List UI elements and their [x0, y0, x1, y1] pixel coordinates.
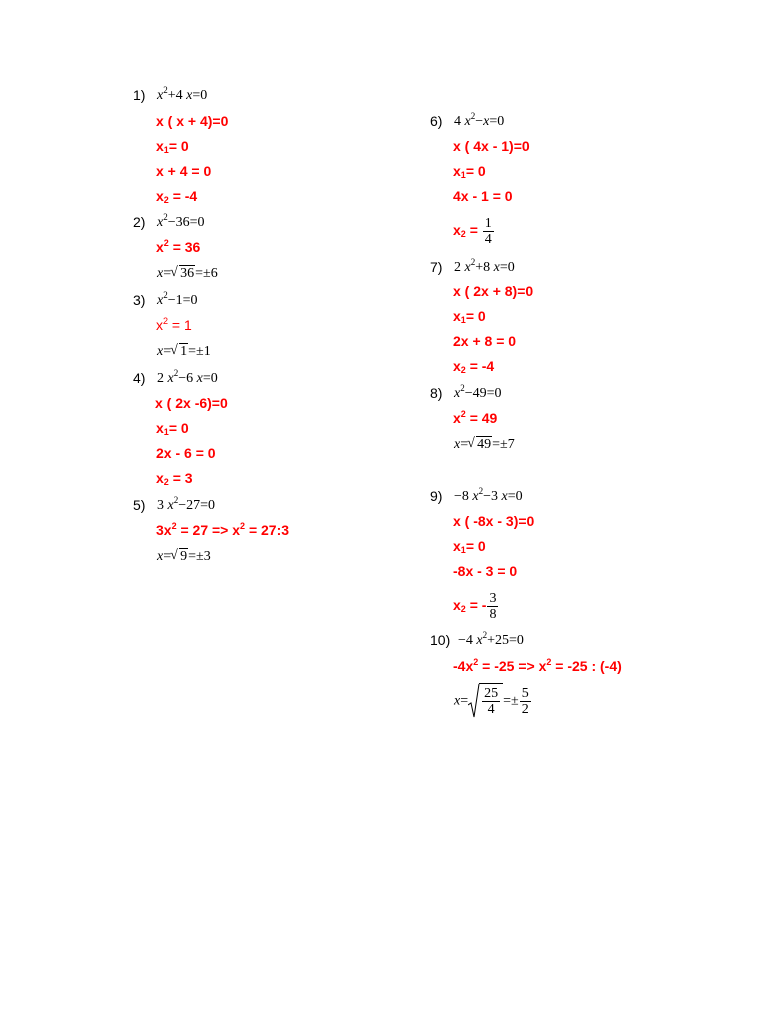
problem-1-root-1: $x_1= 0$	[156, 138, 189, 155]
problem-10-equation: −4 $x^2+25=0$	[458, 630, 524, 648]
problem-3-number: 3)	[133, 292, 146, 308]
problem-2-number: 2)	[133, 214, 146, 230]
problem-2-equation: $x^2-36=0$	[157, 212, 205, 230]
problem-4-equation: 2 $x^2-6$ x=0	[157, 368, 218, 386]
problem-9-number: 9)	[430, 488, 443, 504]
problem-8-step-1: $x^2 = 49$	[453, 409, 498, 426]
problem-7-linear: 2x + 8 = 0	[453, 333, 517, 349]
problem-5-number: 5)	[133, 497, 146, 513]
problem-4-root-2: $x_2 = 3$	[156, 470, 193, 487]
problem-10-number: 10)	[430, 632, 451, 648]
problem-8-equation: $x^2-49=0$	[454, 383, 502, 401]
problem-4-number: 4)	[133, 370, 146, 386]
problem-7-equation: 2 $x^2+8$ x=0	[454, 257, 515, 275]
problem-3-solution: x=√ 1=±1	[157, 343, 211, 361]
problem-2-step-1: $x^2 = 36$	[156, 238, 201, 255]
problem-2-solution: x=√ 36=±6	[157, 265, 218, 283]
problem-6-equation: 4 $x^2-x=0$	[454, 111, 505, 129]
problem-9-root-1: $x_1= 0$	[453, 538, 486, 555]
sqrt-symbol: √ 49	[468, 436, 492, 454]
problem-7-root-1: $x_1= 0$	[453, 308, 486, 325]
problem-8-solution: x=√ 49=±7	[454, 436, 515, 454]
problem-4-root-1: $x_1= 0$	[156, 420, 189, 437]
problem-1-linear: x + 4 = 0	[156, 163, 212, 179]
problem-1-number: 1)	[133, 87, 146, 103]
problem-6-root-2: $x_2$ = $\frac{1}{4}$	[453, 215, 492, 247]
problem-9-equation: −8 $x^2-3$ x=0	[454, 486, 523, 504]
problem-5-step-1: $3x^2 = 27 => x^2$ = 27:3	[156, 521, 290, 538]
problem-10-solution: x= $\frac{25}{4}$ =± $\frac{5}{2}$	[454, 683, 532, 720]
problem-4-factored: x ( 2x -6)=0	[155, 395, 228, 411]
fraction: $\frac{3}{8}$	[489, 590, 497, 622]
sqrt-symbol: √ 1	[171, 343, 188, 361]
sqrt-symbol: $\frac{25}{4}$	[468, 683, 503, 720]
problem-3-step-1: $x^2 = 1$	[156, 316, 192, 333]
problem-8-number: 8)	[430, 385, 443, 401]
fraction: $\frac{1}{4}$	[484, 215, 492, 247]
problem-3-equation: $x^2-1=0$	[157, 290, 198, 308]
problem-6-number: 6)	[430, 113, 443, 129]
problem-1-root-2: $x_2 = -4$	[156, 188, 198, 205]
problem-1-factored: x ( x + 4)=0	[156, 113, 229, 129]
sqrt-symbol: √ 9	[171, 548, 188, 566]
problem-6-root-1: $x_1= 0$	[453, 163, 486, 180]
problem-5-equation: 3 $x^2-27=0$	[157, 495, 216, 513]
problem-6-linear: 4x - 1 = 0	[453, 188, 513, 204]
problem-4-linear: 2x - 6 = 0	[156, 445, 216, 461]
problem-9-linear: -8x - 3 = 0	[453, 563, 518, 579]
problem-10-step-1: $-4x^2 = -25 => x^2 = -25$ : (-4)	[453, 657, 622, 674]
problem-5-solution: x=√ 9=±3	[157, 548, 211, 566]
problem-6-factored: x ( 4x - 1)=0	[453, 138, 530, 154]
problem-7-factored: x ( 2x + 8)=0	[453, 283, 534, 299]
sqrt-symbol: √ 36	[171, 265, 195, 283]
problem-9-factored: x ( -8x - 3)=0	[453, 513, 535, 529]
problem-7-number: 7)	[430, 259, 443, 275]
problem-9-root-2: $x_2$ = - $\frac{3}{8}$	[453, 590, 497, 622]
fraction: $\frac{5}{2}$	[521, 686, 529, 717]
problem-7-root-2: $x_2 = -4$	[453, 358, 495, 375]
problem-1-equation: $x^2+4$ x=0	[157, 85, 208, 103]
